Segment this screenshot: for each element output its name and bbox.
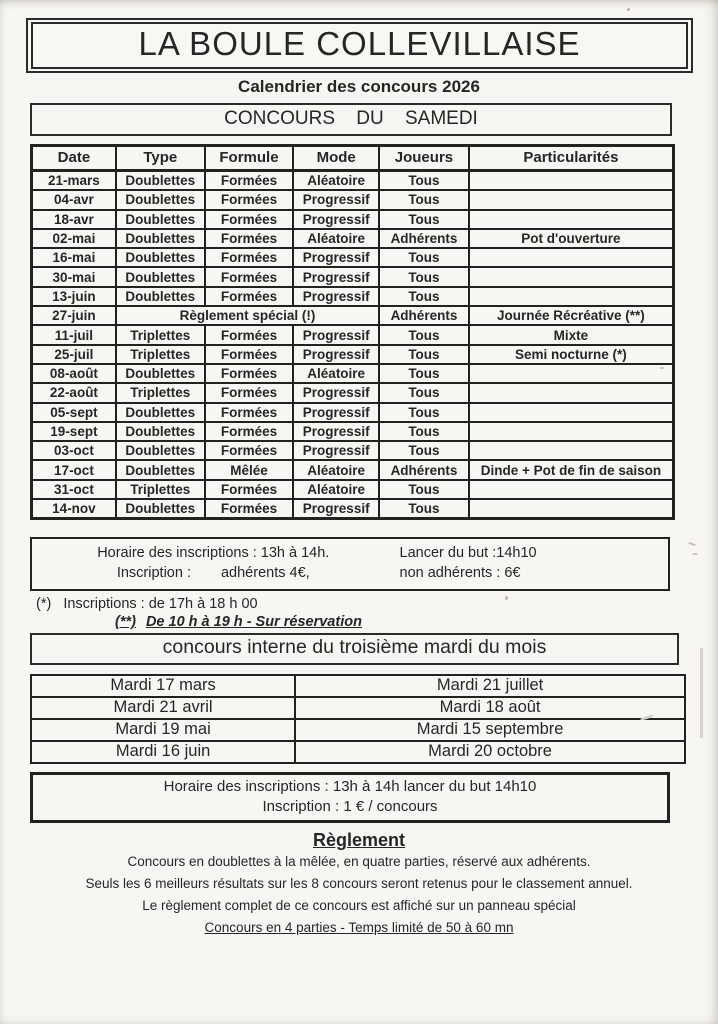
reglement-line-3: Le règlement complet de ce concours est affiché sur un panneau spécial: [142, 898, 576, 914]
samedi-table-cell: Adhérents: [379, 229, 469, 248]
mardi-table-cell: Mardi 18 août: [295, 697, 685, 719]
scan-edge-artifact: [700, 648, 703, 738]
samedi-table-cell: Doublettes: [116, 403, 205, 422]
samedi-table-cell: Triplettes: [116, 480, 205, 499]
samedi-table-cell: Doublettes: [116, 248, 205, 267]
samedi-table-cell: Doublettes: [116, 229, 205, 248]
samedi-table-cell: 13-juin: [32, 287, 116, 306]
mardi-contests-table: [30, 674, 686, 764]
inscription-label: Inscription :: [116, 565, 191, 582]
samedi-table-cell: Formées: [205, 499, 294, 519]
samedi-table-cell: Tous: [379, 248, 469, 267]
table-row: [32, 403, 674, 422]
samedi-table-cell: 11-juil: [32, 325, 116, 344]
samedi-table-cell: 27-juin: [32, 306, 116, 325]
mardi-section-banner: concours interne du troisième mardi du mois: [30, 633, 679, 665]
samedi-table-cell: Progressif: [293, 345, 379, 364]
samedi-table-cell: [469, 364, 674, 383]
samedi-table-cell: Progressif: [293, 383, 379, 402]
samedi-table-cell: Aléatoire: [293, 364, 379, 383]
samedi-table-cell: Aléatoire: [293, 460, 379, 479]
horaire-inscriptions-text: Horaire des inscriptions : 13h à 14h.: [97, 545, 330, 562]
samedi-table-cell: Tous: [379, 383, 469, 402]
samedi-table-cell: Doublettes: [116, 267, 205, 286]
samedi-table-body: [32, 171, 674, 519]
samedi-table-cell: Progressif: [293, 248, 379, 267]
samedi-table-cell: [469, 499, 674, 519]
asterisk-marker: (*): [36, 596, 52, 613]
samedi-table-cell: Dinde + Pot de fin de saison: [469, 460, 674, 479]
samedi-table-cell: Aléatoire: [293, 229, 379, 248]
col-header-formule: Formule: [205, 146, 294, 171]
samedi-table-cell: 18-avr: [32, 210, 116, 229]
reglement-line-1: Concours en doublettes à la mêlée, en quatre parties, réservé aux adhérents.: [127, 854, 591, 870]
samedi-table-cell: [469, 287, 674, 306]
samedi-table-cell: Progressif: [293, 267, 379, 286]
samedi-table-cell: 16-mai: [32, 248, 116, 267]
samedi-header-row: [32, 146, 674, 171]
samedi-table-cell: Formées: [205, 345, 294, 364]
table-row: [32, 229, 674, 248]
table-row: [32, 190, 674, 209]
samedi-table-cell: Doublettes: [116, 499, 205, 519]
samedi-table-cell: Tous: [379, 441, 469, 460]
scan-speckle: [692, 553, 698, 555]
samedi-table-cell: 22-août: [32, 383, 116, 402]
samedi-table-cell: Tous: [379, 499, 469, 519]
mardi-inscription-info-box: [30, 772, 670, 823]
samedi-table-cell: [469, 383, 674, 402]
table-row: [31, 741, 685, 763]
mardi-horaire-text: Horaire des inscriptions : 13h à 14h lancer du but 14h10: [163, 778, 537, 796]
table-row: [32, 480, 674, 499]
reglement-line-2: Seuls les 6 meilleurs résultats sur les 8 concours seront retenus pour le classement annuel.: [85, 876, 633, 892]
footnote-single-asterisk: [36, 596, 718, 612]
samedi-table-cell: Tous: [379, 403, 469, 422]
samedi-table-cell: Triplettes: [116, 383, 205, 402]
footnote-double-text: De 10 h à 19 h - Sur réservation: [145, 614, 362, 631]
table-row: [32, 171, 674, 191]
samedi-table-cell: Progressif: [293, 441, 379, 460]
samedi-table-cell: 17-oct: [32, 460, 116, 479]
table-row: [32, 460, 674, 479]
samedi-table-cell: 04-avr: [32, 190, 116, 209]
samedi-table-cell: Tous: [379, 171, 469, 191]
samedi-table-cell: Doublettes: [116, 171, 205, 191]
lancer-du-but-text: Lancer du but :14h10: [399, 545, 537, 562]
samedi-table-cell: [469, 403, 674, 422]
samedi-table-cell: Triplettes: [116, 325, 205, 344]
samedi-table-cell: Progressif: [293, 422, 379, 441]
samedi-table-cell: Mêlée: [205, 460, 294, 479]
mardi-table-body: [31, 675, 685, 763]
samedi-table-cell: Tous: [379, 190, 469, 209]
samedi-table-cell: Doublettes: [116, 287, 205, 306]
samedi-table-cell: Aléatoire: [293, 171, 379, 191]
table-row: [31, 675, 685, 697]
samedi-table-cell: 25-juil: [32, 345, 116, 364]
samedi-contests-table: [30, 144, 675, 520]
club-title-box: [26, 18, 693, 73]
table-row: [32, 306, 674, 325]
mardi-table-cell: Mardi 20 octobre: [295, 741, 685, 763]
table-row: [32, 248, 674, 267]
table-row: [32, 210, 674, 229]
samedi-table-cell: 21-mars: [32, 171, 116, 191]
samedi-table-cell: Journée Récréative (**): [469, 306, 674, 325]
tarif-non-adherents: non adhérents : 6€: [399, 565, 521, 582]
club-title: LA BOULE COLLEVILLAISE: [31, 22, 688, 69]
samedi-table-cell: [469, 248, 674, 267]
table-row: [32, 383, 674, 402]
samedi-table-cell: 31-oct: [32, 480, 116, 499]
samedi-table-cell: Tous: [379, 287, 469, 306]
samedi-table-cell: [469, 267, 674, 286]
samedi-table-cell: Formées: [205, 325, 294, 344]
col-header-date: Date: [32, 146, 116, 171]
samedi-table-cell: Formées: [205, 383, 294, 402]
samedi-table-cell: Tous: [379, 480, 469, 499]
table-row: [32, 499, 674, 519]
samedi-table-cell: Progressif: [293, 190, 379, 209]
table-row: [31, 719, 685, 741]
samedi-table-cell: 02-mai: [32, 229, 116, 248]
samedi-table-cell: Tous: [379, 267, 469, 286]
samedi-table-cell: [469, 171, 674, 191]
samedi-table-cell: Formées: [205, 441, 294, 460]
samedi-table-cell: Doublettes: [116, 364, 205, 383]
scan-speckle: [505, 596, 508, 600]
col-header-particularites: Particularités: [469, 146, 674, 171]
samedi-table-cell: Formées: [205, 422, 294, 441]
samedi-table-cell: 19-sept: [32, 422, 116, 441]
samedi-table-cell: Tous: [379, 422, 469, 441]
scan-speckle: [688, 542, 696, 547]
samedi-table-cell: Formées: [205, 287, 294, 306]
info-line-tarifs: [32, 563, 668, 583]
footnote-single-text: Inscriptions : de 17h à 18 h 00: [63, 596, 258, 613]
samedi-table-cell: 05-sept: [32, 403, 116, 422]
samedi-table-cell: Règlement spécial (!): [116, 306, 379, 325]
double-asterisk-marker: (**): [115, 614, 136, 631]
samedi-table-cell: [469, 422, 674, 441]
table-row: [32, 441, 674, 460]
table-row: [32, 325, 674, 344]
samedi-table-cell: Adhérents: [379, 460, 469, 479]
table-row: [32, 422, 674, 441]
samedi-table-cell: [469, 190, 674, 209]
samedi-table-cell: Doublettes: [116, 210, 205, 229]
samedi-table-cell: Aléatoire: [293, 480, 379, 499]
samedi-table-cell: [469, 480, 674, 499]
samedi-table-cell: Tous: [379, 325, 469, 344]
info-line-horaire: [32, 543, 668, 563]
samedi-table-cell: Adhérents: [379, 306, 469, 325]
table-row: [32, 364, 674, 383]
calendar-subtitle: Calendrier des concours 2026: [238, 77, 480, 96]
samedi-table-cell: Tous: [379, 364, 469, 383]
samedi-table-cell: Doublettes: [116, 190, 205, 209]
samedi-table-cell: Tous: [379, 345, 469, 364]
table-row: [32, 267, 674, 286]
samedi-inscription-info-box: [30, 537, 670, 591]
samedi-table-cell: Mixte: [469, 325, 674, 344]
samedi-table-cell: Triplettes: [116, 345, 205, 364]
samedi-table-cell: Progressif: [293, 499, 379, 519]
tarif-adherents: adhérents 4€,: [220, 565, 310, 582]
samedi-table-cell: Formées: [205, 190, 294, 209]
samedi-table-cell: [469, 210, 674, 229]
footnote-double-asterisk: [115, 614, 718, 630]
samedi-table-cell: Doublettes: [116, 422, 205, 441]
col-header-type: Type: [116, 146, 205, 171]
mardi-tarif-text: Inscription : 1 € / concours: [262, 798, 438, 816]
samedi-table-cell: [469, 441, 674, 460]
samedi-table-cell: Semi nocturne (*): [469, 345, 674, 364]
samedi-table-cell: Formées: [205, 480, 294, 499]
table-row: [32, 287, 674, 306]
samedi-table-cell: 08-août: [32, 364, 116, 383]
table-row: [31, 697, 685, 719]
samedi-section-banner: CONCOURS DU SAMEDI: [30, 103, 672, 136]
col-header-joueurs: Joueurs: [379, 146, 469, 171]
mardi-table-cell: Mardi 19 mai: [31, 719, 295, 741]
samedi-table-cell: 30-mai: [32, 267, 116, 286]
samedi-table-cell: 03-oct: [32, 441, 116, 460]
mardi-table-cell: Mardi 17 mars: [31, 675, 295, 697]
scan-speckle: [660, 367, 664, 369]
inscription-tarif-adherents: [32, 563, 395, 583]
samedi-table-cell: Doublettes: [116, 460, 205, 479]
table-row: [32, 345, 674, 364]
samedi-table-cell: Progressif: [293, 403, 379, 422]
mardi-table-cell: Mardi 16 juin: [31, 741, 295, 763]
mardi-table-cell: Mardi 15 septembre: [295, 719, 685, 741]
samedi-table-cell: Formées: [205, 267, 294, 286]
samedi-table-cell: Progressif: [293, 287, 379, 306]
samedi-table-cell: Formées: [205, 229, 294, 248]
samedi-table-cell: Formées: [205, 364, 294, 383]
samedi-table-cell: Formées: [205, 248, 294, 267]
samedi-table-cell: Formées: [205, 403, 294, 422]
mardi-table-cell: Mardi 21 avril: [31, 697, 295, 719]
samedi-table-cell: Pot d'ouverture: [469, 229, 674, 248]
samedi-table-cell: Progressif: [293, 210, 379, 229]
samedi-table-cell: Formées: [205, 210, 294, 229]
samedi-table-cell: Tous: [379, 210, 469, 229]
samedi-table-cell: Progressif: [293, 325, 379, 344]
reglement-line-underlined: Concours en 4 parties - Temps limité de 50 à 60 mn: [204, 920, 514, 936]
samedi-table-cell: 14-nov: [32, 499, 116, 519]
samedi-table-cell: Formées: [205, 171, 294, 191]
col-header-mode: Mode: [293, 146, 379, 171]
samedi-table-cell: Doublettes: [116, 441, 205, 460]
mardi-table-cell: Mardi 21 juillet: [295, 675, 685, 697]
scan-speckle: [627, 8, 630, 11]
reglement-heading: Règlement: [312, 830, 406, 851]
